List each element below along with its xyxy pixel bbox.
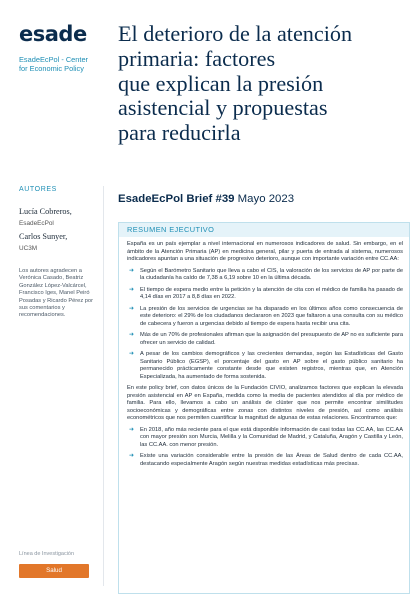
center-name-line-1: EsadeEcPol - Center (19, 55, 89, 64)
brief-series (118, 193, 294, 205)
list-item (127, 453, 403, 468)
list-item (127, 351, 403, 381)
bullet-text: La presión de los servicios de urgencias se ha disparado en los últimos años como consecuencia de este deterioro: el 29% de los ciudadanos declararon en 2023 que faltaron a una consulta con su médico de cabecera y fueron a urgencias debido al tiempo de espera hasta recibir una cita. (140, 305, 403, 327)
bullet-text: Más de un 70% de profesionales afirman que la asignación del presupuesto de AP no es suficiente para ofrecer un servicio de calidad. (140, 332, 403, 346)
title-line: El deterioro de la atención (118, 21, 353, 46)
research-line-label: Línea de Investigación (19, 551, 75, 557)
arrow-icon: ➜ (129, 332, 135, 338)
research-line-tag[interactable]: Salud (19, 564, 89, 578)
center-name (19, 55, 103, 73)
bullet-text: A pesar de los cambios demográficos y las crecientes demandas, según las Estadísticas del Gasto Sanitario Público (EGSP), el porcentaje del gasto en AP sobre el gasto público sanitario ha permanecido prácticamente constante desde que existen registros, mientras que, en Atención Especializada, ha aumentado de forma sostenida. (140, 351, 403, 380)
bullet-text: El tiempo de espera medio entre la petición y la atención de cita con el médico de familia ha pasado de 4,14 días en 2017 a 8,8 días en 2022. (140, 286, 403, 300)
document-title (118, 22, 408, 146)
list-item (127, 306, 403, 329)
title-line: para reducirla (118, 120, 241, 146)
arrow-icon: ➜ (129, 351, 135, 357)
arrow-icon: ➜ (129, 267, 135, 274)
bullet-text: Existe una variación considerable entre la presión de las Áreas de Salud dentro de cada CC.AA, destacando especialmente Aragón según nuestras medidas estadísticas más precisas. (140, 453, 403, 467)
center-name-line-2: for Economic Policy (19, 64, 84, 73)
summary-findings (127, 427, 403, 469)
arrow-icon: ➜ (129, 305, 135, 312)
bullet-text: Según el Barómetro Sanitario que lleva a cabo el CIS, la valoración de los servicios de AP por parte de la ciudadanía ha caído de 7,38 a 6,19 sobre 10 en la última década. (140, 267, 403, 281)
list-item (127, 332, 403, 347)
arrow-icon: ➜ (129, 286, 135, 293)
esade-logo: esade (19, 22, 87, 46)
author-affiliation: UC3M (19, 245, 38, 252)
author-entry (19, 232, 67, 252)
sidebar-divider (103, 186, 104, 586)
brief-date: Mayo 2023 (237, 193, 295, 205)
summary-middle: En este policy brief, con datos únicos de la Fundación CIVIO, analizamos factores que explican la elevada presión asistencial en AP en España, medida como la media de pacientes atendidos al día por médico de familia. Para ello, llevamos a cabo un análisis de clúster que nos permite encontrar similitudes socioeconómicas y demográficas entre zonas con distintos niveles de presión, así como análisis econométricos que nos permiten cuantificar la magnitud de algunas de estas relaciones. Encontramos que: (127, 385, 403, 421)
bullet-text: En 2018, año más reciente para el que está disponible información de casi todas las CC.AA, las CC.AA con mayor presión son Murcia, Melilla y la Comunidad de Madrid, y Cataluña, Aragón y Castilla y León, las CC.AA. con menor presión. (140, 426, 403, 448)
title-line: que explican la presión (118, 70, 324, 96)
executive-summary (118, 222, 410, 594)
brief-series-name: EsadeEcPol Brief #39 (118, 193, 235, 205)
title-line: primaria: factores (118, 45, 276, 71)
summary-bullets (127, 268, 403, 382)
acknowledgement: Los autores agradecen a Verónica Casado, Beatriz González López-Valcárcel, Francisco Iges, Manel Peiró Posadas y Ricardo Pérez por sus comentarios y recomendaciones. (19, 268, 93, 319)
author-name: Lucía Cobreros, (19, 207, 72, 216)
authors-heading: AUTORES (19, 186, 57, 193)
summary-body (127, 241, 403, 472)
summary-intro: España es un país ejemplar a nivel internacional en numerosos indicadores de salud. Sin embargo, en el ámbito de la Atención Primaria (AP) en medicina general, pilar y puerta de entrada al sistema, numerosos indicadores apuntan a una situación de progresivo deterioro, aunque con importante variación entre CC.AA: (127, 241, 403, 262)
author-entry (19, 207, 72, 227)
list-item (127, 287, 403, 302)
sidebar (0, 0, 103, 600)
list-item (127, 427, 403, 450)
arrow-icon: ➜ (129, 453, 135, 459)
arrow-icon: ➜ (129, 426, 135, 433)
author-name: Carlos Sunyer, (19, 232, 68, 241)
summary-heading: RESUMEN EJECUTIVO (119, 223, 409, 237)
title-line: asistencial y propuestas (118, 95, 328, 121)
author-affiliation: EsadeEcPol (19, 220, 54, 227)
list-item (127, 268, 403, 283)
